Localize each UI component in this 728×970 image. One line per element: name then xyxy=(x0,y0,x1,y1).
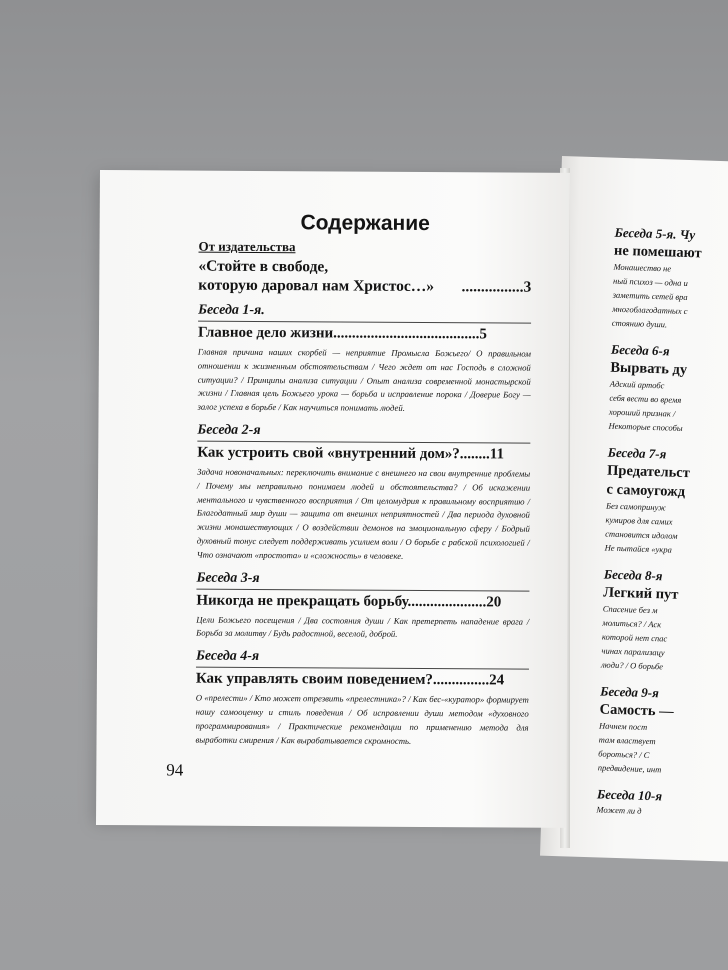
entry-description: О «прелести» / Кто может отрезвить «прелестника»? / Как бес-«куратор» формирует нашу самооценку и стиль поведения / Об исправлении души методом «духовного программирования» / Практические рекомендации по применению метода для выработки смирения / Как вырабатывается скромность. xyxy=(195,692,529,746)
entry-description-line: Начнем пост xyxy=(598,720,648,732)
entry-description-line: многоблагодатных с xyxy=(612,303,688,317)
entry-title: Как управлять своим поведением?...............24 xyxy=(196,667,529,690)
entry-title: Легкий пут xyxy=(603,584,679,603)
entry-description-line: предвидение, инт xyxy=(597,762,662,775)
entry-description-line: ный психоз — одна и xyxy=(612,275,688,289)
entry-description-line: Спасение без м xyxy=(602,603,658,616)
toc-title: Содержание xyxy=(300,211,430,236)
entry-label: Беседа 9-я xyxy=(599,683,660,701)
entry-title: Как устроить свой «внутренний дом»?........11 xyxy=(197,441,530,464)
entry-label: Беседа 2-я xyxy=(197,422,261,438)
right-page-toc xyxy=(596,213,728,821)
entry-title: с самоугожд xyxy=(606,481,686,501)
entry-description-line: себя вести во время xyxy=(609,392,682,405)
entry-title: Главное дело жизни.......................................5 xyxy=(198,321,531,344)
entry-description-line: кумиров для самих xyxy=(605,514,673,527)
entry-label: Беседа 3-я xyxy=(196,570,260,586)
entry-label: Беседа 8-я xyxy=(603,566,663,584)
entry-description-line: молиться? / Аск xyxy=(602,617,662,630)
entry-description-line: Монашество не xyxy=(613,261,672,274)
entry-description-line: чинах парализацу xyxy=(601,645,665,658)
entry-label: Беседа 10-я xyxy=(596,786,663,804)
page-number: 94 xyxy=(166,760,184,780)
entry-description-line: Адский артобс xyxy=(609,378,665,391)
entry-title: Вырвать ду xyxy=(610,359,688,379)
entry-description-line: хороший признак / xyxy=(608,406,676,419)
publisher-note-label: От издательства xyxy=(198,238,296,255)
entry-title: Самость — xyxy=(599,701,674,720)
entry-description: Задача новоначальных: переключить внимание с внешнего на свои внутренние проблемы / Почему мы неправильно понимаем людей и обстоятельства? / Об искажении ментального и чувственного восприятия / От целомудрия к правильному восприятию / Благодатный мир души — защита от внешних неприятностей / Два периода духовной жизни монашествующих / О воздействии демонов на эмоциональную сферу / Бодрый духовный тонус следует поддерживать усилием воли / О борьбе с рабской психологией / Что означают «простота» и «сложность» в человеке. xyxy=(196,466,531,561)
entry-title: Никогда не прекращать борьбу.....................20 xyxy=(196,588,529,611)
entry-description-line: Может ли д xyxy=(596,804,642,816)
entry-title: не помешают xyxy=(613,242,702,262)
entry-label: Беседа 1-я. xyxy=(198,302,265,319)
entry-description-line: там властвует xyxy=(598,734,656,747)
entry-description-line: которой нет спас xyxy=(601,631,668,644)
entry-label: Беседа 6-я xyxy=(610,341,670,359)
entry-description-line: стоянию души. xyxy=(611,317,668,330)
lead-entry xyxy=(198,257,531,297)
lead-line-2: которую даровал нам Христос…» ................3 xyxy=(198,276,532,296)
lead-line-1: «Стойте в свободе, xyxy=(198,257,329,276)
entry-description-line: Без самопринуж xyxy=(605,500,667,513)
lead-page-ref: ................3 xyxy=(461,278,532,296)
entry-label: Беседа 5-я. Чу xyxy=(614,224,696,243)
entry-description-line: заметить сетей вра xyxy=(612,289,688,303)
entry-description: Цели Божьего посещения / Два состояния души / Как претерпеть нападение врага / Борьба за молитву / Будь радостной, веселой, доброй. xyxy=(196,614,530,640)
toc-content xyxy=(195,211,531,749)
entry-description-line: Некоторые способы xyxy=(608,420,683,433)
entry-description: Главная причина наших скорбей — неприятие Промысла Божьего/ О правильном отношении к жизненным обстоятельствам / Чего ждет от нас Господь в сложной ситуации? / Принципы анализа ситуации / Опыт анализа современной монастырской жизни / Главная цель Божьего урока — борьба и исправление порока / Доверие Богу — залог успеха в борьбе / Как научиться понимать людей. xyxy=(197,346,531,414)
left-page xyxy=(96,170,570,828)
entry-title: Предательст xyxy=(606,462,691,482)
entry-description-line: становится идолом xyxy=(605,528,678,541)
entry-label: Беседа 4-я xyxy=(195,648,260,665)
entry-description-line: бороться? / С xyxy=(598,748,650,761)
entry-description-line: Не пытайся «укра xyxy=(604,542,672,555)
entry-label: Беседа 7-я xyxy=(607,444,667,462)
entry-description-line: люди? / О борьбе xyxy=(600,659,664,672)
